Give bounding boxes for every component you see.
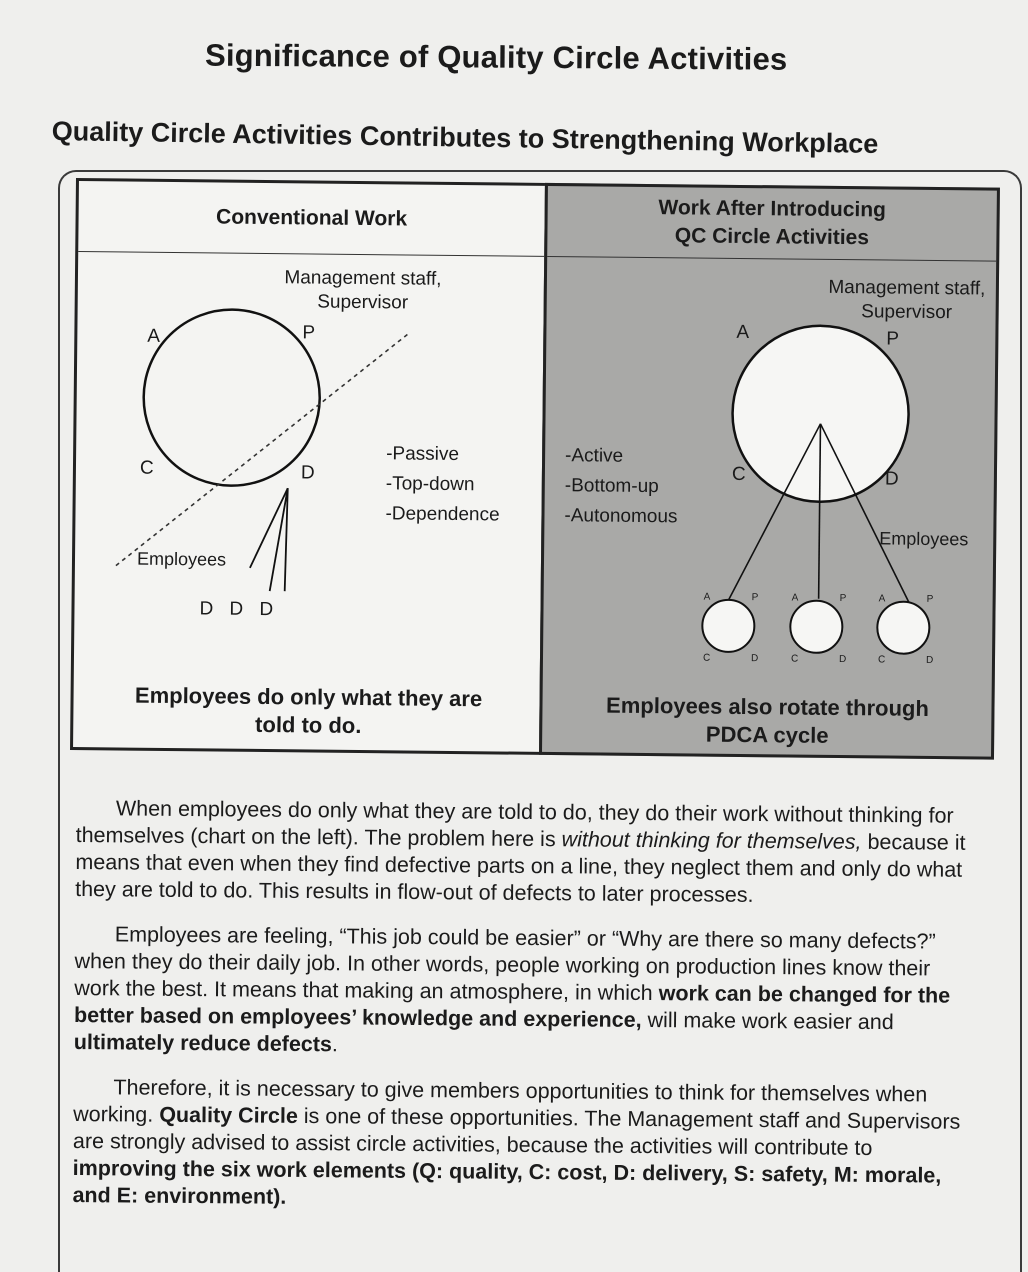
p1-text-a: When employees do only what they are told to do, they do their work without thinking for themselves (chart on the left). The problem here is (75, 796, 954, 852)
left-employee-d-2: D (229, 598, 244, 620)
svg-text:D: D (925, 654, 934, 667)
conventional-cycle-diagram (73, 181, 551, 758)
qc-circle-work-panel (539, 183, 1000, 760)
left-trait-2: -Top-down (385, 473, 475, 496)
right-cycle-d: D (884, 468, 899, 490)
left-caption-line-1: Employees do only what they are (134, 682, 483, 712)
conventional-work-header: Conventional Work (78, 181, 545, 257)
left-cycle-d: D (300, 462, 315, 484)
right-caption-line-2: PDCA cycle (705, 721, 829, 748)
p2-text-b: will make work easier and (641, 1007, 894, 1035)
right-cycle-c: C (731, 463, 746, 486)
p2-text-a: Employees are feeling, “This job could be easier” or “Why are there so many defects?” when they do their daily job. In other words, people working on production lines know their work the best. It means that making an atmosphere, in which (74, 922, 936, 1006)
right-caption (552, 691, 983, 751)
comparison-figure (70, 178, 1000, 768)
right-employees-label: Employees (879, 528, 969, 550)
page-subtitle: Quality Circle Activities Contributes to Strengthening Workplace (51, 116, 879, 159)
body-text (72, 795, 976, 1235)
left-cycle-a: A (147, 325, 161, 347)
svg-text:D: D (838, 654, 847, 666)
paragraph-3 (72, 1074, 973, 1217)
svg-text:A: A (878, 593, 886, 605)
svg-text:C: C (702, 652, 711, 664)
left-cycle-c: C (139, 457, 154, 479)
left-trait-3: -Dependence (385, 503, 500, 526)
left-pdca-circle (143, 309, 321, 487)
left-cycle-p: P (302, 322, 316, 344)
small-circle-3 (877, 593, 934, 666)
conventional-work-panel (70, 178, 548, 755)
left-mgmt-label-1: Management staff, (284, 267, 442, 290)
left-employee-d-3: D (259, 598, 274, 621)
right-header-line-1: Work After Introducing (658, 196, 887, 222)
svg-text:D: D (750, 653, 759, 665)
p2-bold-1: work can be changed for the better based on employees’ knowledge and experience, (73, 981, 951, 1032)
svg-text:P: P (926, 593, 934, 606)
p2-bold-2: ultimately reduce defects (73, 1029, 333, 1057)
right-mgmt-label-2: Supervisor (861, 301, 953, 324)
right-trait-3: -Autonomous (564, 505, 678, 528)
right-header-line-2: QC Circle Activities (674, 224, 870, 250)
left-employees-label: Employees (136, 548, 227, 570)
left-mgmt-label-2: Supervisor (317, 291, 409, 314)
p3-bold-2: improving the six work elements (Q: quality, C: cost, D: delivery, S: safety, M: morale, and E: environment). (72, 1155, 942, 1209)
svg-text:P: P (751, 592, 759, 604)
p1-text-b: because it means that even when they find defective parts on a line, they neglect them and only do what they are told to do. This results in flow-out of defects to later processes. (75, 829, 966, 907)
svg-text:P: P (839, 593, 847, 605)
svg-text:A: A (703, 591, 711, 603)
paragraph-2 (74, 921, 975, 1064)
small-circle-2 (790, 593, 847, 666)
p2-text-c: . (331, 1032, 339, 1057)
small-circle-1 (702, 592, 759, 665)
left-caption-line-2: told to do. (255, 711, 362, 739)
left-dashed-divider (115, 331, 407, 569)
left-trait-1: -Passive (386, 443, 460, 466)
qc-cycle-diagram (542, 186, 1003, 763)
svg-text:C: C (790, 653, 799, 665)
page-title: Significance of Quality Circle Activities (204, 37, 788, 77)
paragraph-1 (75, 795, 976, 911)
right-mgmt-label-1: Management staff, (828, 276, 986, 300)
p3-text-a: Therefore, it is necessary to give members opportunities to think for themselves when working. (73, 1075, 928, 1127)
p1-emphasis: without thinking for themselves, (561, 827, 862, 854)
p3-bold-1: Quality Circle (159, 1102, 298, 1128)
svg-text:C: C (877, 654, 886, 666)
p3-text-b: is one of these opportunities. The Management staff and Supervisors are strongly advised to assist circle activities, because the activities will contribute to (72, 1103, 961, 1160)
right-cycle-p: P (886, 328, 900, 350)
right-caption-line-1: Employees also rotate through (606, 692, 929, 721)
left-employee-d-1: D (199, 598, 214, 620)
right-cycle-a: A (736, 321, 750, 344)
left-line-1 (250, 488, 288, 568)
right-trait-2: -Bottom-up (564, 475, 659, 498)
svg-text:A: A (791, 592, 799, 604)
right-trait-1: -Active (565, 445, 624, 467)
left-caption (93, 681, 524, 741)
